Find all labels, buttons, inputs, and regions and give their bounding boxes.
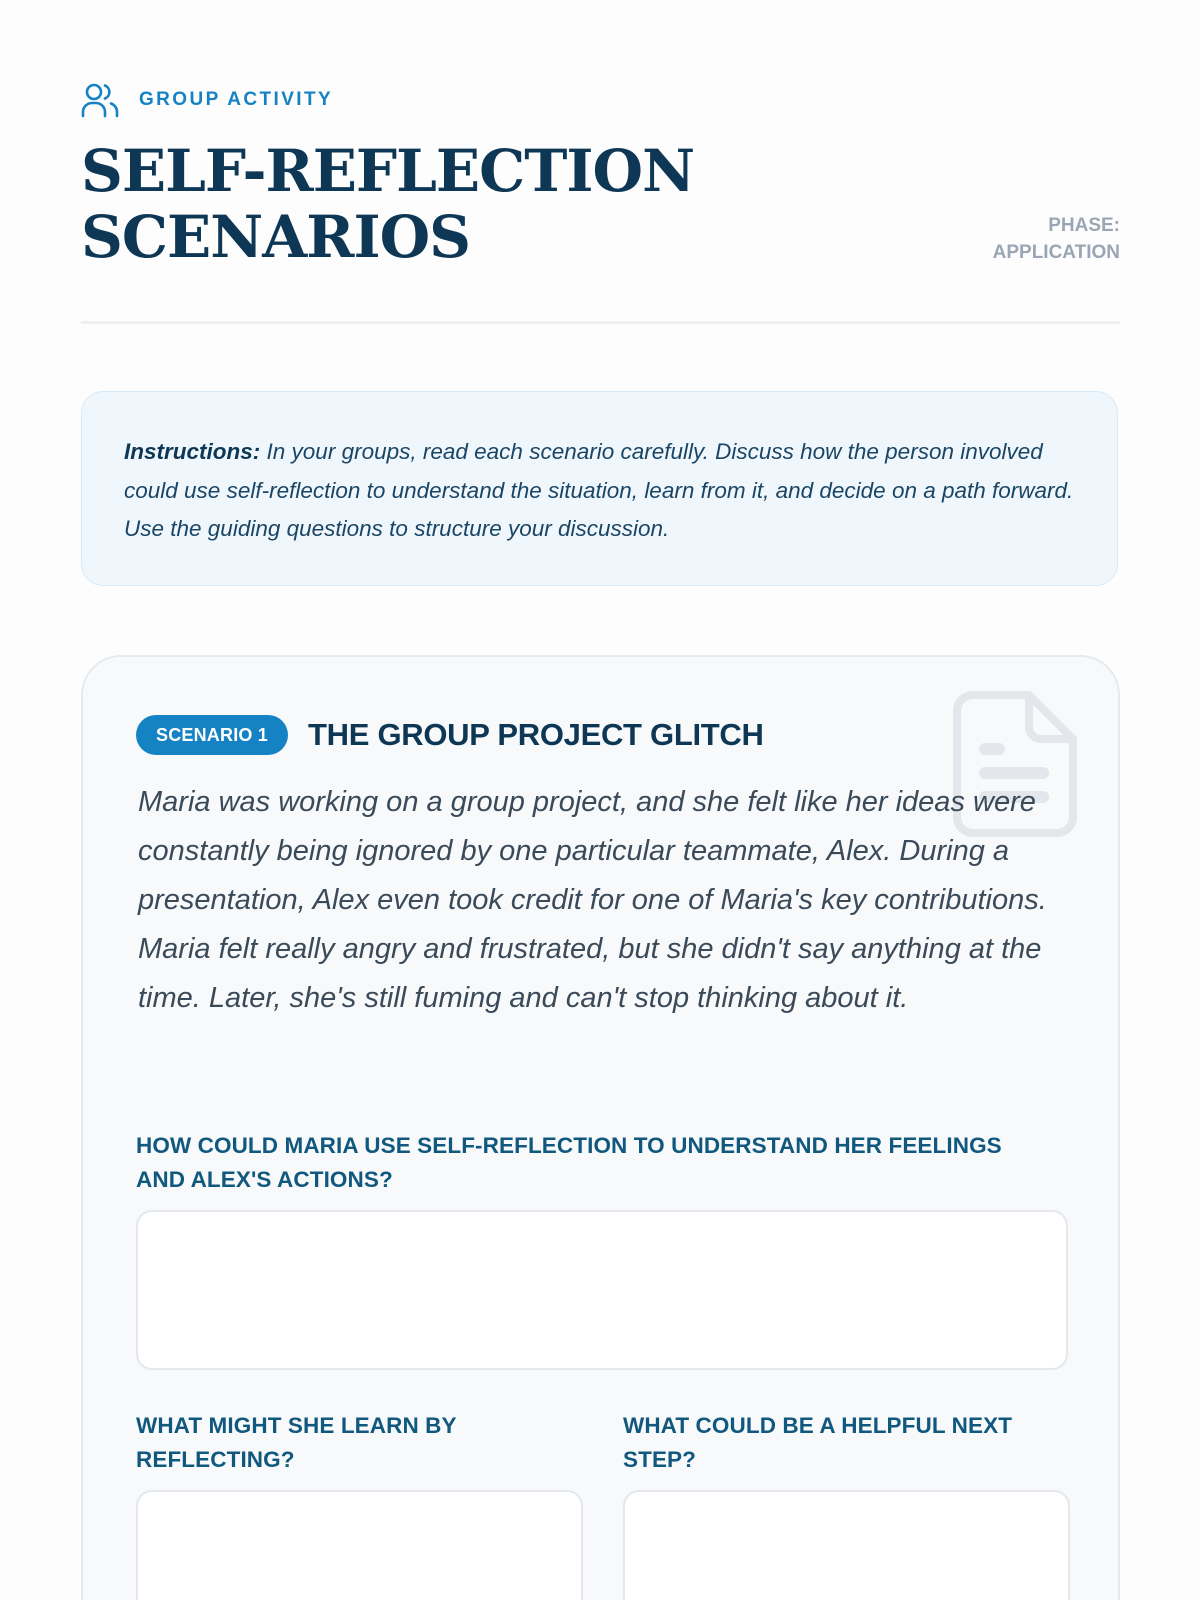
question-next-step-answer[interactable] — [623, 1490, 1070, 1600]
scenario-description: Maria was working on a group project, and she felt like her ideas were constantly being ignored by one particular teammate, Alex. During a presentation, Alex even took credit for one of Maria's key contributions. Maria felt really angry and frustrated, but she didn't say anything at the time. Later, she's still fuming and can't stop thinking about it. — [138, 786, 1047, 1014]
page-title — [81, 138, 781, 270]
question-understand-label: HOW COULD MARIA USE SELF-REFLECTION TO UNDERSTAND HER FEELINGS AND ALEX'S ACTIONS? — [136, 1133, 1002, 1192]
phase-indicator — [860, 212, 1120, 266]
page-title-line-2: SCENARIOS — [81, 203, 471, 271]
scenario-header — [136, 714, 764, 756]
scenario-title: THE GROUP PROJECT GLITCH — [308, 717, 764, 752]
instructions-box — [81, 391, 1118, 586]
question-learn-answer[interactable] — [136, 1490, 583, 1600]
instructions-text: In your groups, read each scenario carefully. Discuss how the person involved could use self-reflection to understand the situation, learn from it, and decide on a path forward. Use the guiding questions to structure your discussion. — [124, 439, 1074, 541]
question-understand-answer[interactable] — [136, 1210, 1068, 1370]
activity-type-label: GROUP ACTIVITY — [139, 89, 334, 110]
phase-value: APPLICATION — [992, 242, 1120, 263]
activity-type — [81, 82, 333, 118]
phase-label: PHASE: — [1048, 215, 1120, 236]
worksheet-page — [81, 0, 1120, 1600]
users-icon — [81, 82, 119, 118]
question-next-step-label: WHAT COULD BE A HELPFUL NEXT STEP? — [623, 1413, 1013, 1472]
page-title-line-1: SELF-REFLECTION — [81, 137, 695, 205]
scenario-badge: SCENARIO 1 — [136, 715, 288, 755]
instructions-lead: Instructions: — [124, 439, 261, 464]
scenario-card — [81, 655, 1120, 1600]
header-divider — [81, 321, 1120, 324]
question-learn-label: WHAT MIGHT SHE LEARN BY REFLECTING? — [136, 1413, 457, 1472]
